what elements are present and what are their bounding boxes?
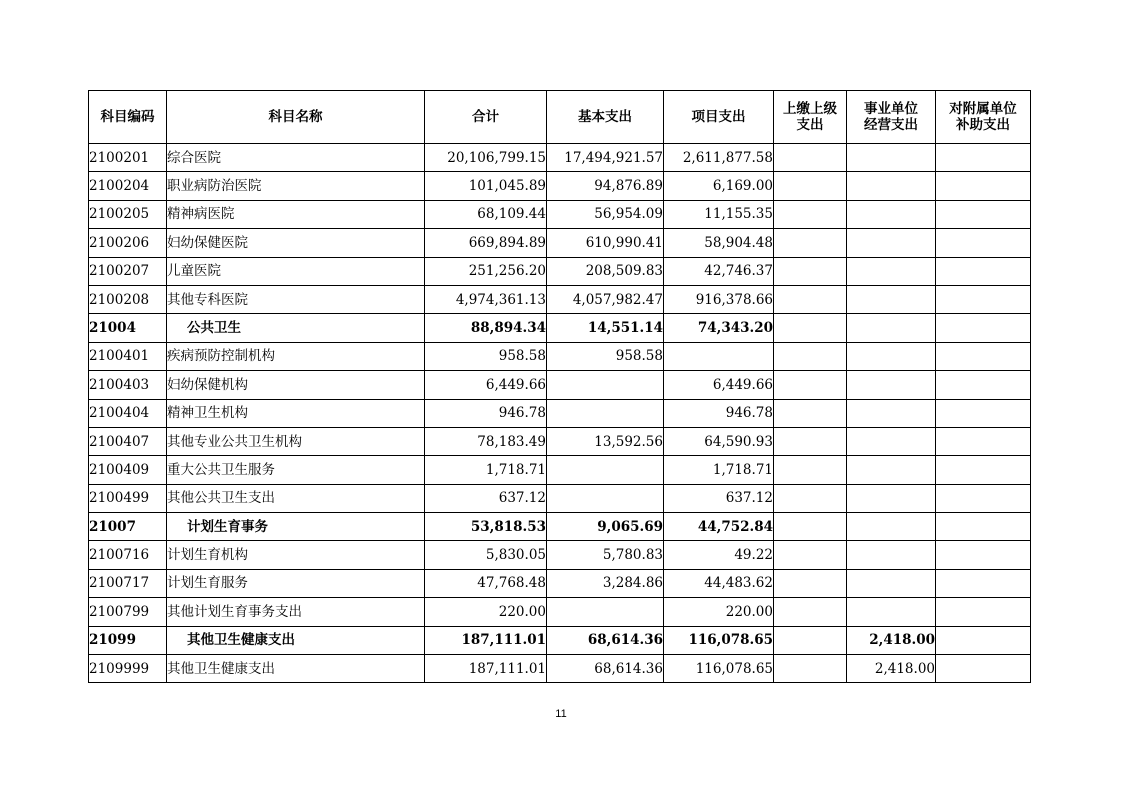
table-row — [89, 342, 1031, 370]
row-code: 21099 — [89, 626, 167, 654]
row-subsidy — [936, 342, 1031, 370]
row-project: 1,718.71 — [664, 456, 774, 484]
header-code — [89, 91, 167, 144]
row-subsidy — [936, 569, 1031, 597]
row-subsidy — [936, 172, 1031, 200]
row-subsidy — [936, 144, 1031, 172]
header-basic-line: 基本支出 — [578, 108, 632, 125]
row-name: 其他卫生健康支出 — [167, 626, 425, 654]
row-code: 2100208 — [89, 285, 167, 313]
row-business — [847, 229, 936, 257]
table-body — [89, 144, 1031, 683]
row-business — [847, 598, 936, 626]
header-project — [664, 91, 774, 144]
header-code-line: 科目编码 — [100, 108, 155, 125]
row-subsidy — [936, 655, 1031, 683]
row-upper — [774, 285, 847, 313]
row-total: 78,183.49 — [425, 427, 547, 455]
row-name: 重大公共卫生服务 — [167, 456, 425, 484]
row-subsidy — [936, 314, 1031, 342]
row-project: 116,078.65 — [664, 626, 774, 654]
row-upper — [774, 144, 847, 172]
row-name: 精神病医院 — [167, 200, 425, 228]
table-row — [89, 229, 1031, 257]
table-row — [89, 569, 1031, 597]
row-basic: 4,057,982.47 — [547, 285, 664, 313]
table-group-row — [89, 626, 1031, 654]
row-upper — [774, 456, 847, 484]
header-name — [167, 91, 425, 144]
row-subsidy — [936, 371, 1031, 399]
row-basic: 68,614.36 — [547, 655, 664, 683]
row-business: 2,418.00 — [847, 655, 936, 683]
row-subsidy — [936, 285, 1031, 313]
row-business — [847, 144, 936, 172]
row-basic: 94,876.89 — [547, 172, 664, 200]
header-upper-line: 上缴上级 — [783, 100, 837, 117]
row-project: 6,449.66 — [664, 371, 774, 399]
row-name: 其他卫生健康支出 — [167, 655, 425, 683]
row-business — [847, 314, 936, 342]
row-subsidy — [936, 513, 1031, 541]
row-upper — [774, 200, 847, 228]
row-name: 公共卫生 — [167, 314, 425, 342]
row-code: 21007 — [89, 513, 167, 541]
row-business — [847, 427, 936, 455]
header-project-line: 项目支出 — [691, 108, 746, 125]
row-total: 187,111.01 — [425, 655, 547, 683]
row-total: 946.78 — [425, 399, 547, 427]
row-basic — [547, 371, 664, 399]
row-basic — [547, 598, 664, 626]
row-project: 11,155.35 — [664, 200, 774, 228]
row-code: 2100409 — [89, 456, 167, 484]
row-basic — [547, 456, 664, 484]
row-business — [847, 200, 936, 228]
row-code: 2100403 — [89, 371, 167, 399]
row-name: 其他专科医院 — [167, 285, 425, 313]
row-name: 儿童医院 — [167, 257, 425, 285]
row-code: 21004 — [89, 314, 167, 342]
table-row — [89, 200, 1031, 228]
header-subsidy-line: 补助支出 — [956, 117, 1010, 133]
table-row — [89, 655, 1031, 683]
row-name: 其他公共卫生支出 — [167, 484, 425, 512]
row-name: 职业病防治医院 — [167, 172, 425, 200]
row-subsidy — [936, 399, 1031, 427]
row-basic: 208,509.83 — [547, 257, 664, 285]
row-basic: 13,592.56 — [547, 427, 664, 455]
header-basic — [547, 91, 664, 144]
row-upper — [774, 427, 847, 455]
row-business — [847, 371, 936, 399]
row-project: 74,343.20 — [664, 314, 774, 342]
row-upper — [774, 342, 847, 370]
row-total: 251,256.20 — [425, 257, 547, 285]
row-upper — [774, 229, 847, 257]
row-total: 101,045.89 — [425, 172, 547, 200]
table-row — [89, 371, 1031, 399]
row-project: 64,590.93 — [664, 427, 774, 455]
row-subsidy — [936, 626, 1031, 654]
row-total: 88,894.34 — [425, 314, 547, 342]
row-business — [847, 569, 936, 597]
row-total: 1,718.71 — [425, 456, 547, 484]
row-upper — [774, 626, 847, 654]
row-project: 49.22 — [664, 541, 774, 569]
row-code: 2100404 — [89, 399, 167, 427]
row-business — [847, 456, 936, 484]
row-name: 综合医院 — [167, 144, 425, 172]
row-project: 946.78 — [664, 399, 774, 427]
row-business — [847, 513, 936, 541]
row-code: 2109999 — [89, 655, 167, 683]
table-row — [89, 257, 1031, 285]
row-project: 116,078.65 — [664, 655, 774, 683]
row-total: 5,830.05 — [425, 541, 547, 569]
row-total: 637.12 — [425, 484, 547, 512]
row-business — [847, 541, 936, 569]
header-subsidy-line: 对附属单位 — [949, 100, 1017, 117]
header-upper-line: 支出 — [796, 117, 824, 133]
row-business — [847, 285, 936, 313]
row-code: 2100204 — [89, 172, 167, 200]
row-basic: 56,954.09 — [547, 200, 664, 228]
row-upper — [774, 314, 847, 342]
row-name: 妇幼保健机构 — [167, 371, 425, 399]
header-total — [425, 91, 547, 144]
row-subsidy — [936, 456, 1031, 484]
row-name: 妇幼保健医院 — [167, 229, 425, 257]
row-name: 其他专业公共卫生机构 — [167, 427, 425, 455]
header-upper — [774, 91, 847, 144]
row-business — [847, 257, 936, 285]
row-code: 2100201 — [89, 144, 167, 172]
table-header-row — [89, 91, 1031, 144]
row-basic: 610,990.41 — [547, 229, 664, 257]
row-project — [664, 342, 774, 370]
table-row — [89, 456, 1031, 484]
row-upper — [774, 484, 847, 512]
row-basic: 9,065.69 — [547, 513, 664, 541]
row-basic: 958.58 — [547, 342, 664, 370]
table-group-row — [89, 513, 1031, 541]
row-upper — [774, 598, 847, 626]
row-total: 220.00 — [425, 598, 547, 626]
header-business-line: 经营支出 — [864, 117, 918, 133]
row-code: 2100799 — [89, 598, 167, 626]
row-business — [847, 484, 936, 512]
row-project: 637.12 — [664, 484, 774, 512]
header-business — [847, 91, 936, 144]
row-project: 2,611,877.58 — [664, 144, 774, 172]
row-upper — [774, 172, 847, 200]
page-number: 11 — [555, 708, 567, 720]
row-name: 计划生育事务 — [167, 513, 425, 541]
row-project: 916,378.66 — [664, 285, 774, 313]
row-name: 计划生育服务 — [167, 569, 425, 597]
row-code: 2100716 — [89, 541, 167, 569]
table-row — [89, 144, 1031, 172]
row-code: 2100205 — [89, 200, 167, 228]
row-total: 53,818.53 — [425, 513, 547, 541]
row-code: 2100717 — [89, 569, 167, 597]
row-subsidy — [936, 598, 1031, 626]
row-project: 44,483.62 — [664, 569, 774, 597]
row-business — [847, 342, 936, 370]
row-basic — [547, 399, 664, 427]
row-name: 精神卫生机构 — [167, 399, 425, 427]
row-subsidy — [936, 541, 1031, 569]
row-basic: 14,551.14 — [547, 314, 664, 342]
row-upper — [774, 655, 847, 683]
row-code: 2100499 — [89, 484, 167, 512]
row-upper — [774, 399, 847, 427]
row-basic: 5,780.83 — [547, 541, 664, 569]
table-row — [89, 172, 1031, 200]
row-basic: 68,614.36 — [547, 626, 664, 654]
row-code: 2100407 — [89, 427, 167, 455]
row-project: 6,169.00 — [664, 172, 774, 200]
row-upper — [774, 569, 847, 597]
row-business — [847, 399, 936, 427]
row-project: 42,746.37 — [664, 257, 774, 285]
row-basic: 17,494,921.57 — [547, 144, 664, 172]
row-upper — [774, 541, 847, 569]
row-subsidy — [936, 427, 1031, 455]
row-total: 68,109.44 — [425, 200, 547, 228]
row-project: 220.00 — [664, 598, 774, 626]
row-basic — [547, 484, 664, 512]
row-project: 58,904.48 — [664, 229, 774, 257]
row-subsidy — [936, 229, 1031, 257]
row-upper — [774, 371, 847, 399]
row-upper — [774, 257, 847, 285]
header-business-line: 事业单位 — [864, 100, 918, 117]
table-row — [89, 598, 1031, 626]
table-row — [89, 399, 1031, 427]
row-project: 44,752.84 — [664, 513, 774, 541]
row-upper — [774, 513, 847, 541]
table-row — [89, 285, 1031, 313]
table-row — [89, 541, 1031, 569]
header-name-line: 科目名称 — [268, 108, 323, 125]
row-subsidy — [936, 200, 1031, 228]
expense-table — [88, 90, 1031, 683]
row-total: 6,449.66 — [425, 371, 547, 399]
row-total: 958.58 — [425, 342, 547, 370]
row-code: 2100207 — [89, 257, 167, 285]
header-subsidy — [936, 91, 1031, 144]
header-total-line: 合计 — [472, 108, 499, 125]
row-business — [847, 172, 936, 200]
row-subsidy — [936, 484, 1031, 512]
row-total: 47,768.48 — [425, 569, 547, 597]
row-business: 2,418.00 — [847, 626, 936, 654]
row-code: 2100401 — [89, 342, 167, 370]
row-total: 4,974,361.13 — [425, 285, 547, 313]
row-code: 2100206 — [89, 229, 167, 257]
row-total: 187,111.01 — [425, 626, 547, 654]
row-name: 其他计划生育事务支出 — [167, 598, 425, 626]
row-total: 669,894.89 — [425, 229, 547, 257]
row-name: 计划生育机构 — [167, 541, 425, 569]
row-name: 疾病预防控制机构 — [167, 342, 425, 370]
table-row — [89, 484, 1031, 512]
table-group-row — [89, 314, 1031, 342]
table-row — [89, 427, 1031, 455]
row-total: 20,106,799.15 — [425, 144, 547, 172]
row-subsidy — [936, 257, 1031, 285]
row-basic: 3,284.86 — [547, 569, 664, 597]
